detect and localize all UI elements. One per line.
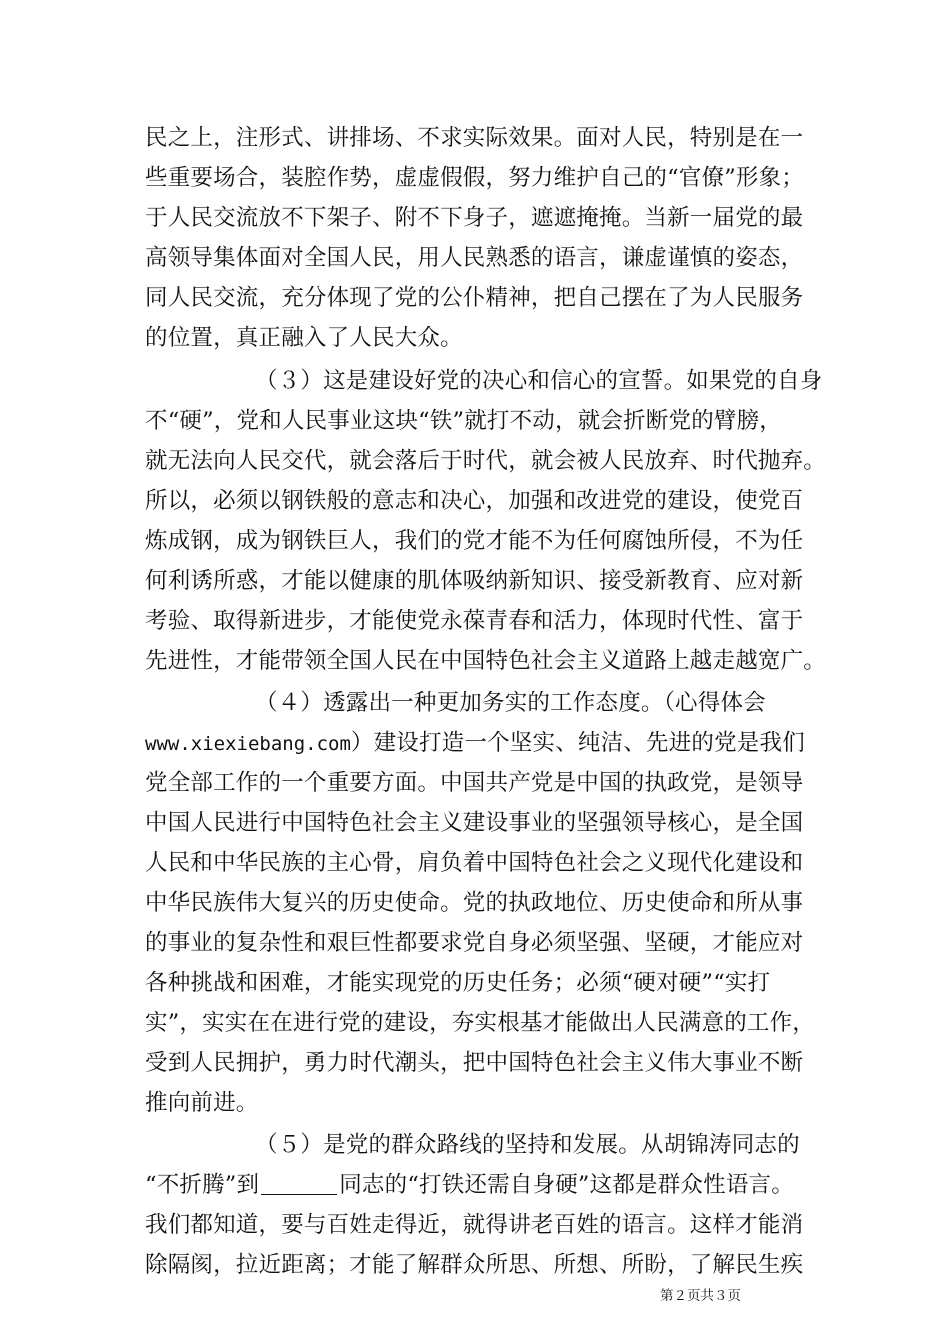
text-line: 先进性，才能带领全国人民在中国特色社会主义道路上越走越宽广。 xyxy=(145,648,827,674)
text-line: 所以，必须以钢铁般的意志和决心，加强和改进党的建设，使党百 xyxy=(145,488,804,514)
text-line: 些重要场合，装腔作势，虚虚假假，努力维护自己的“官僚”形象； xyxy=(145,165,805,191)
text-line: 各种挑战和困难，才能实现党的历史任务；必须“硬对硬”“实打 xyxy=(145,970,771,996)
text-line: 炼成钢，成为钢铁巨人，我们的党才能不为任何腐蚀所侵，不为任 xyxy=(145,528,804,554)
page-number-footer: 第２页共３页 xyxy=(660,1288,741,1304)
text-line: 不“硬”，党和人民事业这块“铁”就打不动，就会折断党的臂膀， xyxy=(145,408,783,434)
text-segment: 同志的“打铁还需自身硬”这都是群众性语言。 xyxy=(339,1172,794,1198)
text-line: 于人民交流放不下架子、附不下身子，遮遮掩掩。当新一届党的最 xyxy=(145,205,804,231)
text-line: 受到人民拥护，勇力时代潮头，把中国特色社会主义伟大事业不断 xyxy=(145,1050,804,1076)
text-line: 高领导集体面对全国人民，用人民熟悉的语言，谦虚谨慎的姿态， xyxy=(145,245,804,271)
text-line: 的位置，真正融入了人民大众。 xyxy=(145,325,463,351)
text-line: 同人民交流，充分体现了党的公仆精神，把自己摆在了为人民服务 xyxy=(145,285,804,311)
text-line: 我们都知道，要与百姓走得近，就得讲老百姓的语言。这样才能消 xyxy=(145,1212,804,1238)
website-link-text: www.xiexiebang.com xyxy=(145,733,351,755)
text-line xyxy=(145,1165,794,1205)
text-segment: ）建设打造一个坚实、纯洁、先进的党是我们 xyxy=(350,730,805,756)
paragraph-4-heading: （４）透露出一种更加务实的工作态度。（心得体会 xyxy=(255,690,766,716)
text-line: 考验、取得新进步，才能使党永葆青春和活力，体现时代性、富于 xyxy=(145,608,804,634)
text-line: 人民和中华民族的主心骨，肩负着中国特色社会之义现代化建设和 xyxy=(145,850,804,876)
text-line: 党全部工作的一个重要方面。中国共产党是中国的执政党，是领导 xyxy=(145,770,804,796)
text-line: 推向前进。 xyxy=(145,1090,259,1116)
text-line: 中华民族伟大复兴的历史使命。党的执政地位、历史使命和所从事 xyxy=(145,890,804,916)
text-line: 就无法向人民交代，就会落后于时代，就会被人民放弃、时代抛弃。 xyxy=(145,448,827,474)
paragraph-3-heading: （３）这是建设好党的决心和信心的宣誓。如果党的自身 xyxy=(255,368,823,394)
paragraph-5-heading: （５）是党的群众路线的坚持和发展。从胡锦涛同志的 xyxy=(255,1132,800,1158)
text-line: 民之上，注形式、讲排场、不求实际效果。面对人民，特别是在一 xyxy=(145,125,804,151)
text-line: 中国人民进行中国特色社会主义建设事业的坚强领导核心，是全国 xyxy=(145,810,804,836)
text-line: 的事业的复杂性和艰巨性都要求党自身必须坚强、坚硬，才能应对 xyxy=(145,930,804,956)
text-line: 何利诱所惑，才能以健康的肌体吸纳新知识、接受新教育、应对新 xyxy=(145,568,804,594)
text-line xyxy=(145,723,805,763)
text-segment: “不折腾”到 xyxy=(145,1172,260,1198)
text-line: 实”，实实在在进行党的建设，夯实根基才能做出人民满意的工作， xyxy=(145,1010,816,1036)
text-line: 除隔阂，拉近距离；才能了解群众所思、所想、所盼，了解民生疾 xyxy=(145,1252,804,1278)
blank-underline xyxy=(261,1170,337,1195)
